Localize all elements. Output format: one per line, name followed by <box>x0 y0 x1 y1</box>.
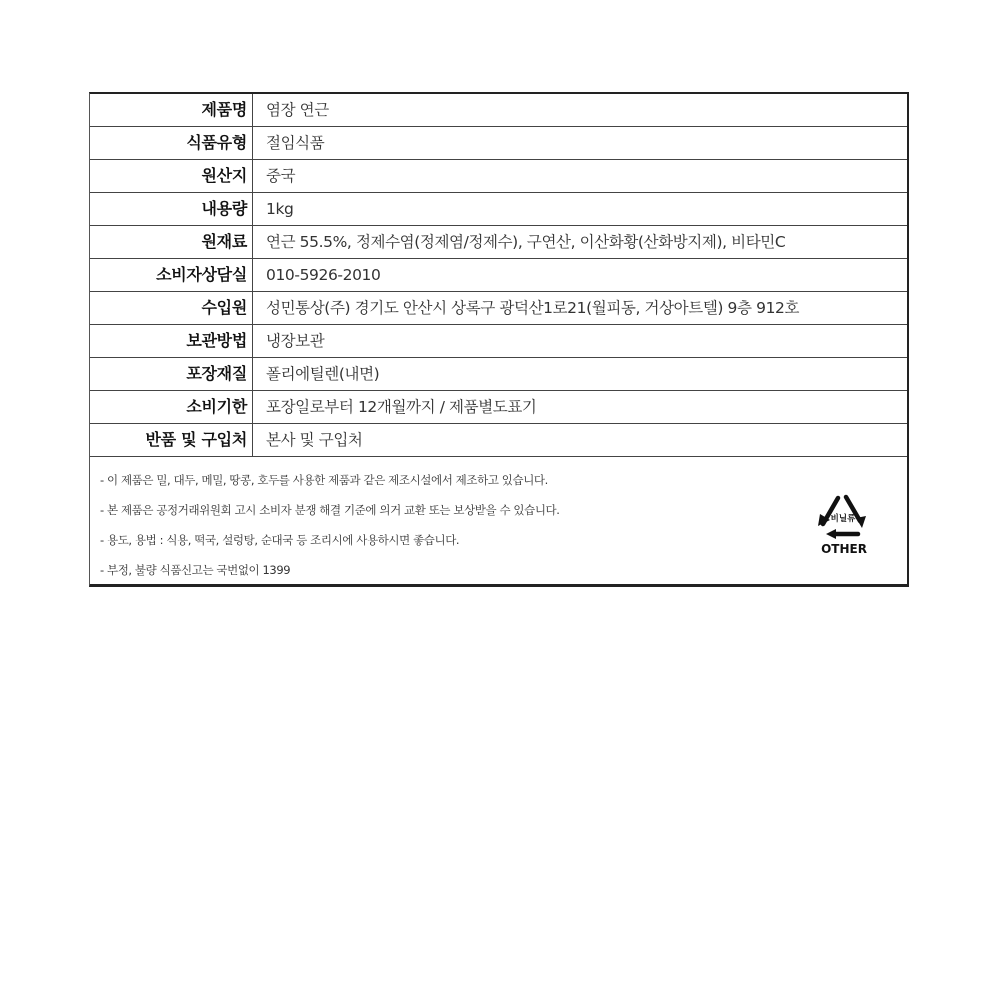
row-value: 중국 <box>253 160 908 193</box>
note-compensation: - 본 제품은 공정거래위원회 고시 소비자 분쟁 해결 기준에 의거 교환 또는 보상받을 수 있습니다. <box>100 503 560 517</box>
row-value: 연근 55.5%, 정제수염(정제염/정제수), 구연산, 이산화황(산화방지제), 비타민C <box>253 226 908 259</box>
row-value: 냉장보관 <box>253 325 908 358</box>
recycle-triangle-icon <box>812 490 876 558</box>
row-value: 절임식품 <box>253 127 908 160</box>
row-value: 본사 및 구입처 <box>253 424 908 457</box>
table-row-storage <box>90 325 907 358</box>
recycle-material-label: 비닐류 <box>830 514 856 524</box>
product-label <box>89 92 909 587</box>
table-row-food-type <box>90 127 907 160</box>
note-allergen: - 이 제품은 밀, 대두, 메밀, 땅콩, 호두를 사용한 제품과 같은 제조시설에서 제조하고 있습니다. <box>100 473 548 487</box>
table-row-net-weight <box>90 193 907 226</box>
row-label: 보관방법 <box>90 325 253 358</box>
note-usage: - 용도, 용법 : 식용, 떡국, 설렁탕, 순대국 등 조리시에 사용하시면 좋습니다. <box>100 533 460 547</box>
table-row-product-name <box>90 94 907 127</box>
row-value: 포장일로부터 12개월까지 / 제품별도표기 <box>253 391 908 424</box>
row-value: 1kg <box>253 193 908 226</box>
row-label: 제품명 <box>90 94 253 127</box>
row-value: 염장 연근 <box>253 94 908 127</box>
row-label: 소비자상담실 <box>90 259 253 292</box>
table-row-packaging <box>90 358 907 391</box>
recycle-category-label: OTHER <box>821 542 867 556</box>
table-row-origin <box>90 160 907 193</box>
row-label: 원산지 <box>90 160 253 193</box>
table-row-returns <box>90 424 907 457</box>
product-info-table <box>90 94 907 457</box>
note-report: - 부정, 불량 식품신고는 국번없이 1399 <box>100 563 291 577</box>
row-label: 포장재질 <box>90 358 253 391</box>
row-label: 수입원 <box>90 292 253 325</box>
table-row-consumer-center <box>90 259 907 292</box>
row-value: 010-5926-2010 <box>253 259 908 292</box>
table-row-importer <box>90 292 907 325</box>
row-label: 반품 및 구입처 <box>90 424 253 457</box>
row-label: 식품유형 <box>90 127 253 160</box>
row-value: 성민통상(주) 경기도 안산시 상록구 광덕산1로21(월피동, 거상아트텔) 9층 912호 <box>253 292 908 325</box>
row-value: 폴리에틸렌(내면) <box>253 358 908 391</box>
row-label: 소비기한 <box>90 391 253 424</box>
notes-section <box>90 457 907 587</box>
row-label: 원재료 <box>90 226 253 259</box>
table-row-expiry <box>90 391 907 424</box>
table-row-ingredients <box>90 226 907 259</box>
row-label: 내용량 <box>90 193 253 226</box>
